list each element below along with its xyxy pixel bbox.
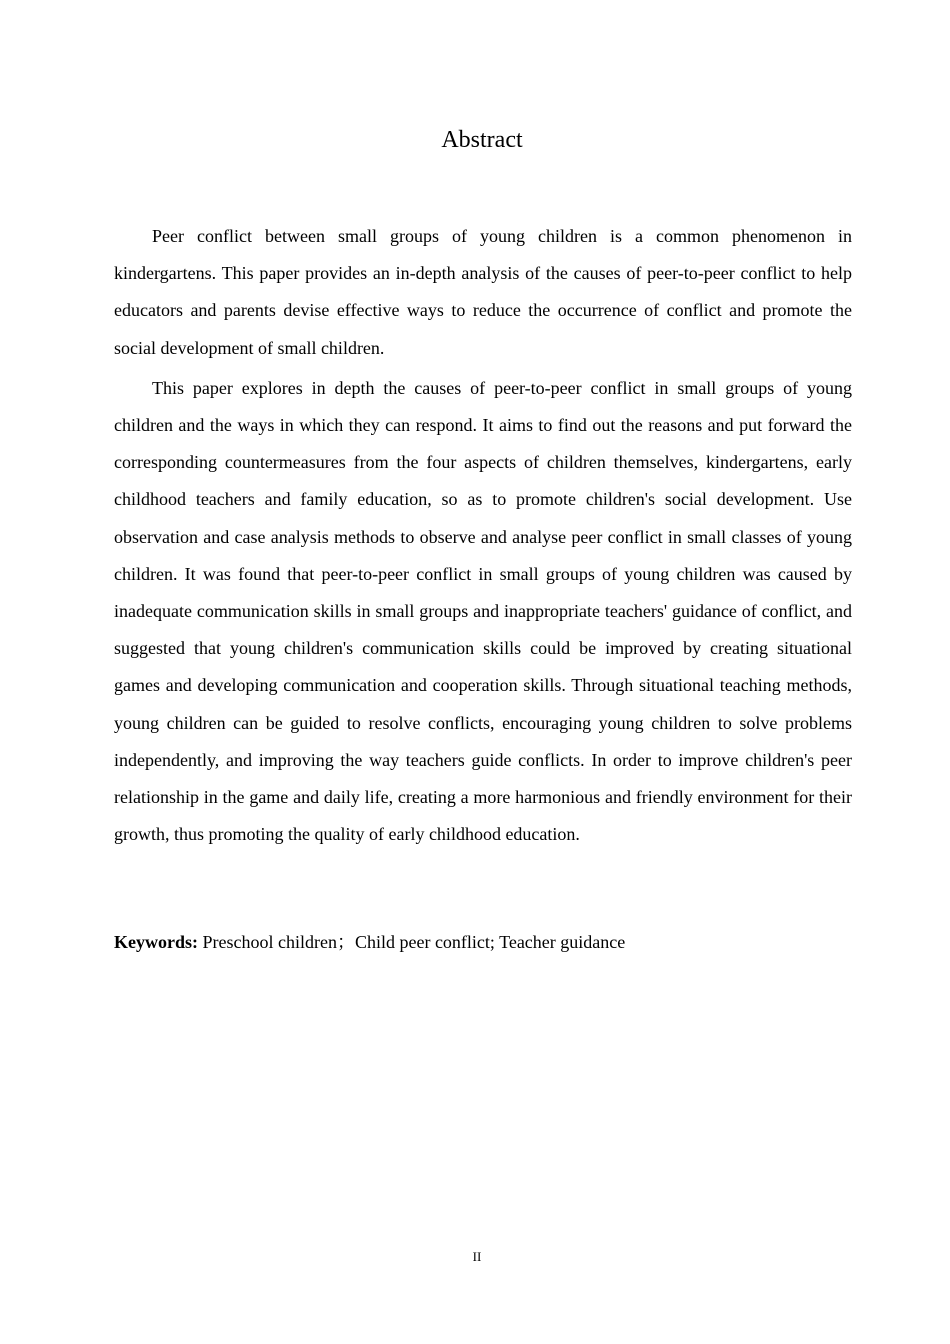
keywords-line — [114, 928, 625, 956]
abstract-paragraph-2: This paper explores in depth the causes of peer-to-peer conflict in small groups of young children and the ways in which they can respond. It aims to find out the reasons and put forward the corresponding countermeasures from the four aspects of children themselves, kindergartens, early childhood teachers and family education, so as to promote children's social development. Use observation and case analysis methods to observe and analyse peer conflict in small classes of young children. It was found that peer-to-peer conflict in small groups of young children was caused by inadequate communication skills in small groups and inappropriate teachers' guidance of conflict, and suggested that young children's communication skills could be improved by creating situational games and developing communication and cooperation skills. Through situational teaching methods, young children can be guided to resolve conflicts, encouraging young children to solve problems independently, and improving the way teachers guide conflicts. In order to improve children's peer relationship in the game and daily life, creating a more harmonious and friendly environment for their growth, thus promoting the quality of early childhood education. — [114, 377, 852, 845]
abstract-body — [114, 218, 852, 853]
keywords-text: Preschool children；Child peer conflict; Teacher guidance — [198, 932, 626, 952]
abstract-paragraph-1: Peer conflict between small groups of young children is a common phenomenon in kindergartens. This paper provides an in-depth analysis of the causes of peer-to-peer conflict to help educators and parents devise effective ways to reduce the occurrence of conflict and promote the social development of small children. — [114, 226, 852, 358]
page-number: II — [472, 1249, 482, 1264]
keywords-label: Keywords: — [114, 932, 198, 952]
abstract-title: Abstract — [441, 127, 523, 153]
